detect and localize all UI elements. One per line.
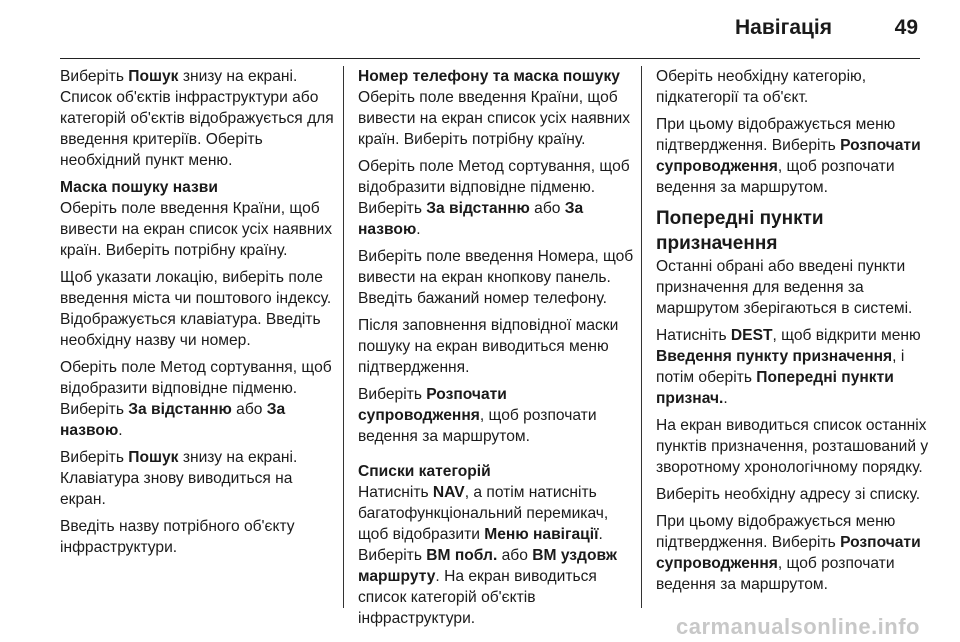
column-divider (343, 66, 344, 608)
watermark: carmanualsonline.info (676, 614, 920, 639)
column-divider (641, 66, 642, 608)
paragraph: Оберіть поле введення Країни, щоб вивести на екран список усіх наявних країн. Виберіть потрібну країну. (60, 200, 333, 259)
paragraph: Після заповнення відповідної маски пошуку на екран виводиться меню підтвердження. (358, 317, 619, 376)
paragraph: Введіть назву потрібного об'єкту інфраструктури. (60, 518, 295, 556)
page-number: 49 (894, 16, 918, 39)
heading-previous-destinations: Попередні пункти призначення (656, 208, 824, 254)
column-2 (358, 66, 634, 635)
paragraph: Оберіть поле Метод сортування, щоб відобразити відповідне підменю. Виберіть За відстанню або За назвою. (60, 359, 332, 439)
paragraph: Виберіть поле введення Номера, щоб вивести на екран кнопкову панель. Введіть бажаний номер телефону. (358, 248, 634, 307)
paragraph: Натисніть DEST, щоб відкрити меню Введення пункту призначення, і потім оберіть Попередні пункти признач.. (656, 327, 921, 407)
paragraph: При цьому відображується меню підтвердження. Виберіть Розпочати супроводження, щоб розпочати ведення за маршрутом. (656, 513, 921, 593)
paragraph: Натисніть NAV, а потім натисніть багатофункціональний перемикач, щоб відобразити Меню навігації. Виберіть ВМ побл. або ВМ уздовж маршруту. На екран виводиться список категорій об'єктів інфраструктури. (358, 484, 617, 627)
paragraph: Виберіть Пошук знизу на екрані. Список об'єктів інфраструктури або категорій об'єктів відображується для введення критеріїв. Оберіть необхідний пункт меню. (60, 68, 334, 169)
paragraph: Виберіть Розпочати супроводження, щоб розпочати ведення за маршрутом. (358, 386, 597, 445)
heading-phone-mask: Номер телефону та маска пошуку (358, 68, 620, 85)
heading-mask-name: Маска пошуку назви (60, 179, 218, 196)
paragraph: Оберіть необхідну категорію, підкатегорії та об'єкт. (656, 68, 867, 106)
page-header (60, 16, 918, 50)
paragraph: При цьому відображується меню підтвердження. Виберіть Розпочати супроводження, щоб розпочати ведення за маршрутом. (656, 116, 921, 196)
section-title: Навігація (734, 16, 832, 39)
paragraph: Оберіть поле Метод сортування, щоб відобразити відповідне підменю. Виберіть За відстанню або За назвою. (358, 158, 630, 238)
paragraph: Виберіть Пошук знизу на екрані. Клавіатура знову виводиться на екран. (60, 449, 298, 508)
header-rule (60, 58, 920, 59)
paragraph: Щоб указати локацію, виберіть поле введення міста чи поштового індексу. Відображується клавіатура. Введіть необхідну назву чи номер. (60, 269, 332, 349)
column-1 (60, 66, 336, 564)
column-3 (656, 66, 932, 601)
paragraph: Виберіть необхідну адресу зі списку. (656, 486, 921, 503)
paragraph: На екран виводиться список останніх пунктів призначення, розташований у зворотному хронологічному порядку. (656, 417, 929, 476)
paragraph: Останні обрані або введені пункти призначення для ведення за маршрутом зберігаються в системі. (656, 258, 913, 317)
paragraph: Оберіть поле введення Країни, щоб вивести на екран список усіх наявних країн. Виберіть потрібну країну. (358, 89, 631, 148)
heading-category-lists: Списки категорій (358, 463, 491, 480)
